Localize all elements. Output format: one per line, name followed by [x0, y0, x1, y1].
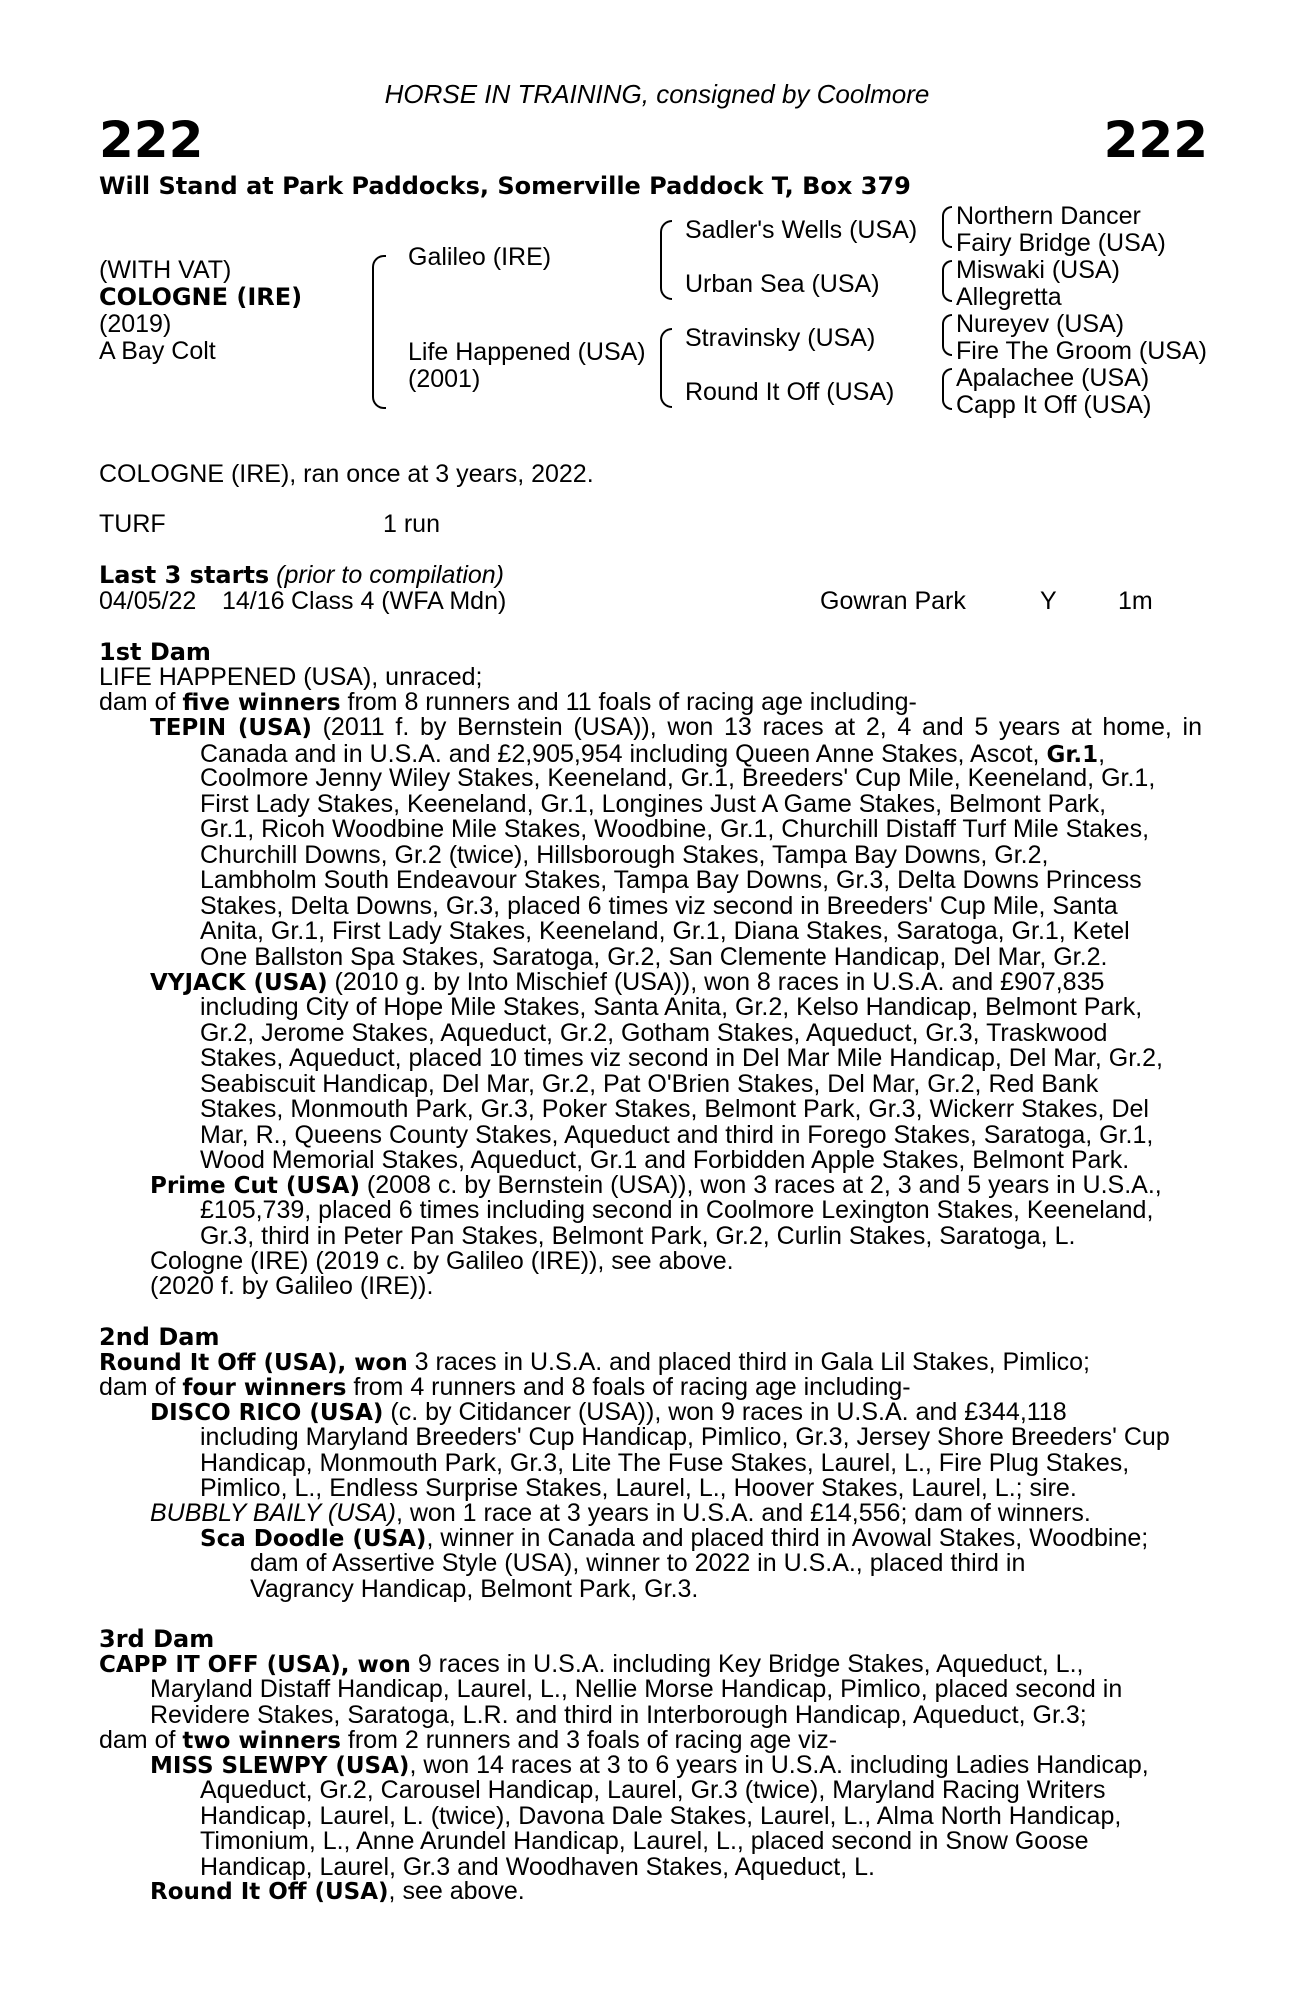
pedigree-dds: Apalachee (USA): [956, 364, 1150, 392]
second-dam-heading: 2nd Dam: [99, 1323, 220, 1351]
pedigree-brace: [942, 314, 952, 356]
progeny-tepin: TEPIN (USA) (2011 f. by Bernstein (USA)), won 13 races at 2, 4 and 5 years at home, in Canada and in U.S.A. and £2,905,954 including Queen Anne Stakes, Ascot, Gr.1,: [150, 713, 1202, 768]
pedigree-ssd: Fairy Bridge (USA): [956, 229, 1166, 257]
progeny-tepin-lines: Coolmore Jenny Wiley Stakes, Keeneland, Gr.1, Breeders' Cup Mile, Keeneland, Gr.1, First Lady Stakes, Keeneland, Gr.1, Longines Just A Game Stakes, Belmont Park, Gr.1, Ricoh Woodbine Mile Stakes, Woodbine, Gr.1, Churchill Distaff Turf Mile Stakes, Churchill Downs, Gr.2 (twice), Hillsborough Stakes, Tampa Bay Downs, Gr.2, Lambholm South Endeavour Stakes, Tampa Bay Downs, Gr.3, Delta Downs Princess Stakes, Delta Downs, Gr.3, placed 6 times viz second in Breeders' Cup Mile, Santa Anita, Gr.1, First Lady Stakes, Keeneland, Gr.1, Diana Stakes, Saratoga, Gr.1, Ketel One Ballston Spa Stakes, Saratoga, Gr.2, San Clemente Handicap, Del Mar, Gr.2.: [200, 764, 1156, 971]
pedigree-brace: [660, 220, 672, 300]
stand-location: Will Stand at Park Paddocks, Somerville Paddock T, Box 379: [99, 172, 911, 200]
pedigree-dss: Nureyev (USA): [956, 310, 1125, 338]
progeny-prime-cut-lines: £105,739, placed 6 times including second in Coolmore Lexington Stakes, Keeneland, Gr.3, third in Peter Pan Stakes, Belmont Park, Gr.2, Curlin Stakes, Saratoga, L.: [200, 1196, 1154, 1250]
first-dam-produce-line: dam of five winners from 8 runners and 11 foals of racing age including-: [99, 688, 917, 716]
progeny-sca-doodle: Sca Doodle (USA), winner in Canada and placed third in Avowal Stakes, Woodbine;: [200, 1524, 1149, 1552]
pedigree-brace: [372, 255, 386, 409]
third-dam-lines: Maryland Distaff Handicap, Laurel, L., Nellie Morse Handicap, Pimlico, placed second in Revidere Stakes, Saratoga, L.R. and third in Interborough Handicap, Aqueduct, Gr.3;: [150, 1675, 1123, 1729]
third-dam-heading: 3rd Dam: [99, 1625, 215, 1653]
progeny-disco-rico-lines: including Maryland Breeders' Cup Handicap, Pimlico, Gr.3, Jersey Shore Breeders' Cup Handicap, Monmouth Park, Gr.3, Lite The Fuse Stakes, Laurel, L., Fire Plug Stakes, Pimlico, L., Endless Surprise Stakes, Laurel, L., Hoover Stakes, Laurel, L.; sire.: [200, 1423, 1170, 1502]
page-header: HORSE IN TRAINING, consigned by Coolmore: [384, 79, 930, 109]
horse-year: (2019): [99, 310, 172, 338]
third-dam-produce-line: dam of two winners from 2 runners and 3 foals of racing age viz-: [99, 1726, 838, 1754]
pedigree-brace: [942, 206, 952, 248]
horse-name: COLOGNE (IRE): [99, 283, 303, 311]
pedigree-brace: [942, 368, 952, 410]
progeny-cologne: Cologne (IRE) (2019 c. by Galileo (IRE)), see above.: [150, 1247, 734, 1275]
pedigree-dam-sire: Stravinsky (USA): [685, 324, 876, 352]
lot-number-left: 222: [99, 111, 204, 169]
pedigree-brace: [660, 328, 672, 408]
progeny-miss-slewpy: MISS SLEWPY (USA), won 14 races at 3 to 6 years in U.S.A. including Ladies Handicap,: [150, 1751, 1149, 1779]
start-going: Y: [1040, 587, 1057, 615]
second-dam-produce-line: dam of four winners from 4 runners and 8 foals of racing age including-: [99, 1373, 911, 1401]
race-summary: COLOGNE (IRE), ran once at 3 years, 2022.: [99, 460, 594, 488]
turf-runs: 1 run: [383, 510, 440, 538]
pedigree-brace: [942, 260, 952, 302]
horse-description: A Bay Colt: [99, 337, 216, 365]
start-date: 04/05/22: [99, 587, 197, 615]
pedigree-dam-dam: Round It Off (USA): [685, 378, 895, 406]
pedigree-dam: Life Happened (USA): [408, 338, 646, 366]
last-starts-heading: Last 3 starts (prior to compilation): [99, 561, 505, 589]
progeny-2020-filly: (2020 f. by Galileo (IRE)).: [150, 1272, 434, 1300]
progeny-sca-doodle-lines: dam of Assertive Style (USA), winner to 2022 in U.S.A., placed third in Vagrancy Handicap, Belmont Park, Gr.3.: [250, 1549, 1026, 1603]
progeny-round-it-off: Round It Off (USA), see above.: [150, 1877, 525, 1905]
pedigree-sdd: Allegretta: [956, 283, 1062, 311]
pedigree-sire: Galileo (IRE): [408, 243, 552, 271]
start-race: Class 4 (WFA Mdn): [291, 587, 507, 615]
turf-label: TURF: [99, 510, 166, 538]
pedigree-dsd: Fire The Groom (USA): [956, 337, 1207, 365]
progeny-bubbly-baily: BUBBLY BAILY (USA), won 1 race at 3 years in U.S.A. and £14,556; dam of winners.: [150, 1499, 1091, 1527]
start-distance: 1m: [1118, 587, 1153, 615]
lot-number-right: 222: [1103, 111, 1208, 169]
progeny-prime-cut: Prime Cut (USA) (2008 c. by Bernstein (USA)), won 3 races at 2, 3 and 5 years in U.S.A.,: [150, 1171, 1162, 1199]
vat-note: (WITH VAT): [99, 256, 232, 284]
start-position: 14/16: [222, 587, 285, 615]
first-dam-line: LIFE HAPPENED (USA), unraced;: [99, 663, 483, 691]
progeny-disco-rico: DISCO RICO (USA) (c. by Citidancer (USA)), won 9 races in U.S.A. and £344,118: [150, 1398, 1067, 1426]
pedigree-sire-dam: Urban Sea (USA): [685, 270, 880, 298]
pedigree-sss: Northern Dancer: [956, 202, 1141, 230]
third-dam-line: CAPP IT OFF (USA), won 9 races in U.S.A. including Key Bridge Stakes, Aqueduct, L.,: [99, 1650, 1084, 1678]
start-course: Gowran Park: [820, 587, 966, 615]
progeny-vyjack: VYJACK (USA) (2010 g. by Into Mischief (USA)), won 8 races in U.S.A. and £907,835: [150, 968, 1105, 996]
progeny-vyjack-lines: including City of Hope Mile Stakes, Santa Anita, Gr.2, Kelso Handicap, Belmont Park, Gr.2, Jerome Stakes, Aqueduct, Gr.2, Gotham Stakes, Aqueduct, Gr.3, Traskwood Stakes, Aqueduct, placed 10 times viz second in Del Mar Mile Handicap, Del Mar, Gr.2, Seabiscuit Handicap, Del Mar, Gr.2, Pat O'Brien Stakes, Del Mar, Gr.2, Red Bank Stakes, Monmouth Park, Gr.3, Poker Stakes, Belmont Park, Gr.3, Wickerr Stakes, Del Mar, R., Queens County Stakes, Aqueduct and third in Forego Stakes, Saratoga, Gr.1, Wood Memorial Stakes, Aqueduct, Gr.1 and Forbidden Apple Stakes, Belmont Park.: [200, 993, 1163, 1174]
pedigree-ddd: Capp It Off (USA): [956, 391, 1152, 419]
pedigree-sds: Miswaki (USA): [956, 256, 1120, 284]
progeny-miss-slewpy-lines: Aqueduct, Gr.2, Carousel Handicap, Laurel, Gr.3 (twice), Maryland Racing Writers Handicap, Laurel, L. (twice), Davona Dale Stakes, Laurel, L., Alma North Handicap, Timonium, L., Anne Arundel Handicap, Laurel, L., placed second in Snow Goose Handicap, Laurel, Gr.3 and Woodhaven Stakes, Aqueduct, L.: [200, 1776, 1122, 1881]
pedigree-sire-sire: Sadler's Wells (USA): [685, 216, 918, 244]
progeny-name: TEPIN (USA): [150, 715, 312, 741]
second-dam-line: Round It Off (USA), won 3 races in U.S.A. and placed third in Gala Lil Stakes, Pimlico;: [99, 1348, 1090, 1376]
first-dam-heading: 1st Dam: [99, 638, 211, 666]
pedigree-dam-year: (2001): [408, 365, 481, 393]
